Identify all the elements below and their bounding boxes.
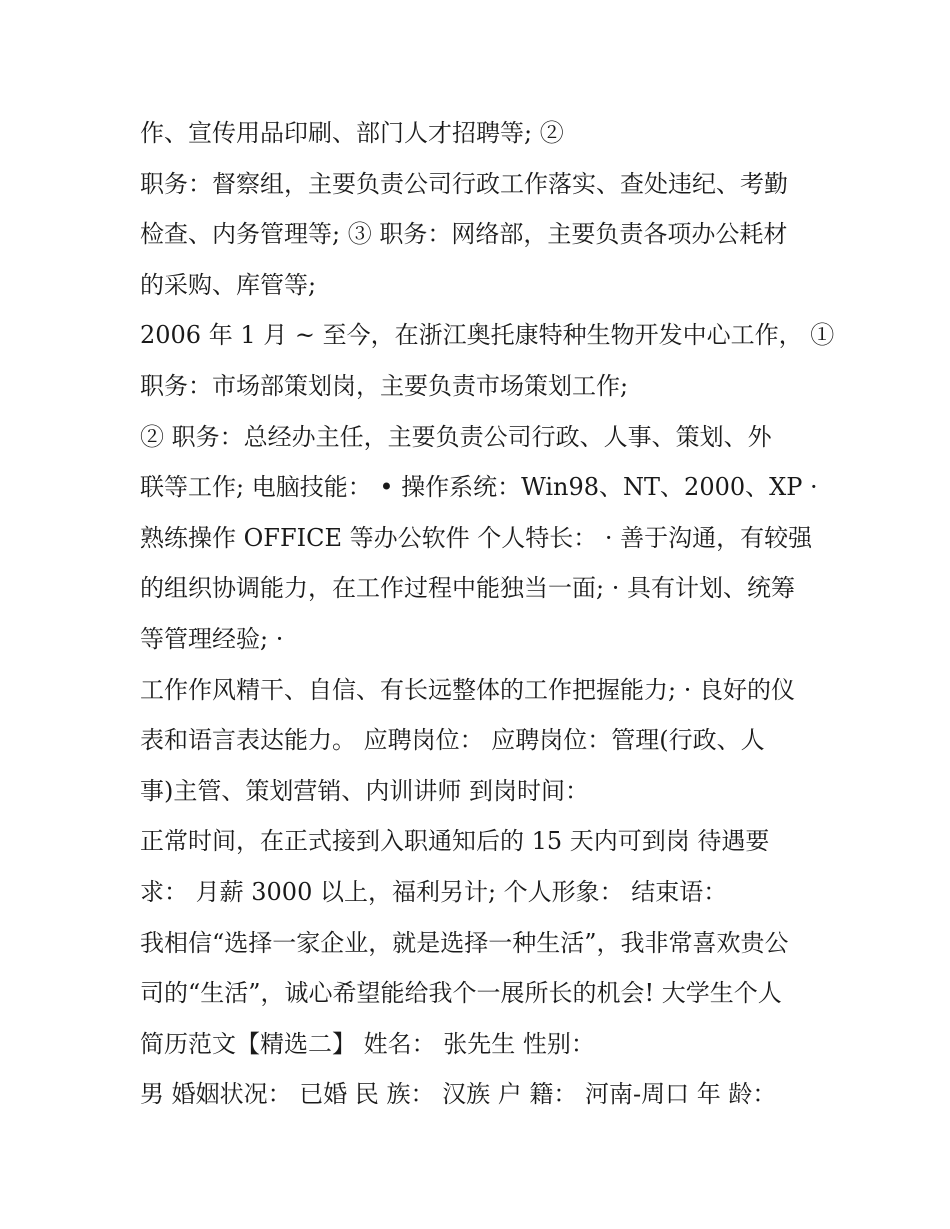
text-line: 简历范文【精选二】 姓名： 张先生 性别： [140, 1029, 595, 1058]
text-line: 男 婚姻状况： 已婚 民 族： 汉族 户 籍： 河南-周口 年 龄： [140, 1080, 777, 1109]
text-line: 等管理经验; · [140, 624, 284, 653]
text-line: 职务：督察组，主要负责公司行政工作落实、查处违纪、考勤 [140, 169, 788, 198]
text-line: 事)主管、策划营销、内训讲师 到岗时间： [140, 776, 589, 805]
text-line: ② 职务：总经办主任，主要负责公司行政、人事、策划、外 [140, 422, 772, 451]
text-line: 工作作风精干、自信、有长远整体的工作把握能力; · 良好的仪 [140, 675, 795, 704]
text-line: 的采购、库管等; [140, 270, 317, 299]
document-body [140, 108, 835, 1120]
text-line: 作、宣传用品印刷、部门人才招聘等; ② [140, 119, 564, 147]
text-line: 联等工作; 电脑技能： • 操作系统：Win98、NT、2000、XP · [140, 473, 818, 502]
text-line: 正常时间，在正式接到入职通知后的 15 天内可到岗 待遇要 [140, 827, 770, 856]
text-line: 求： 月薪 3000 以上，福利另计; 个人形象： 结束语： [140, 877, 728, 906]
text-line: 表和语言表达能力。 应聘岗位： 应聘岗位：管理(行政、人 [140, 726, 765, 755]
text-line: 熟练操作 OFFICE 等办公软件 个人特长： · 善于沟通，有较强 [140, 523, 813, 552]
text-line: 我相信“选择一家企业，就是选择一种生活”，我非常喜欢贵公 [140, 928, 789, 957]
text-line: 检查、内务管理等; ③ 职务：网络部，主要负责各项办公耗材 [140, 220, 788, 249]
text-line: 2006 年 1 月 ~ 至今，在浙江奥托康特种生物开发中心工作， ① [140, 321, 835, 350]
text-line: 职务：市场部策划岗，主要负责市场策划工作; [140, 371, 629, 400]
text-line: 的组织协调能力，在工作过程中能独当一面; · 具有计划、统筹 [140, 574, 795, 603]
text-line: 司的“生活”，诚心希望能给我个一展所长的机会! 大学生个人 [140, 979, 782, 1008]
